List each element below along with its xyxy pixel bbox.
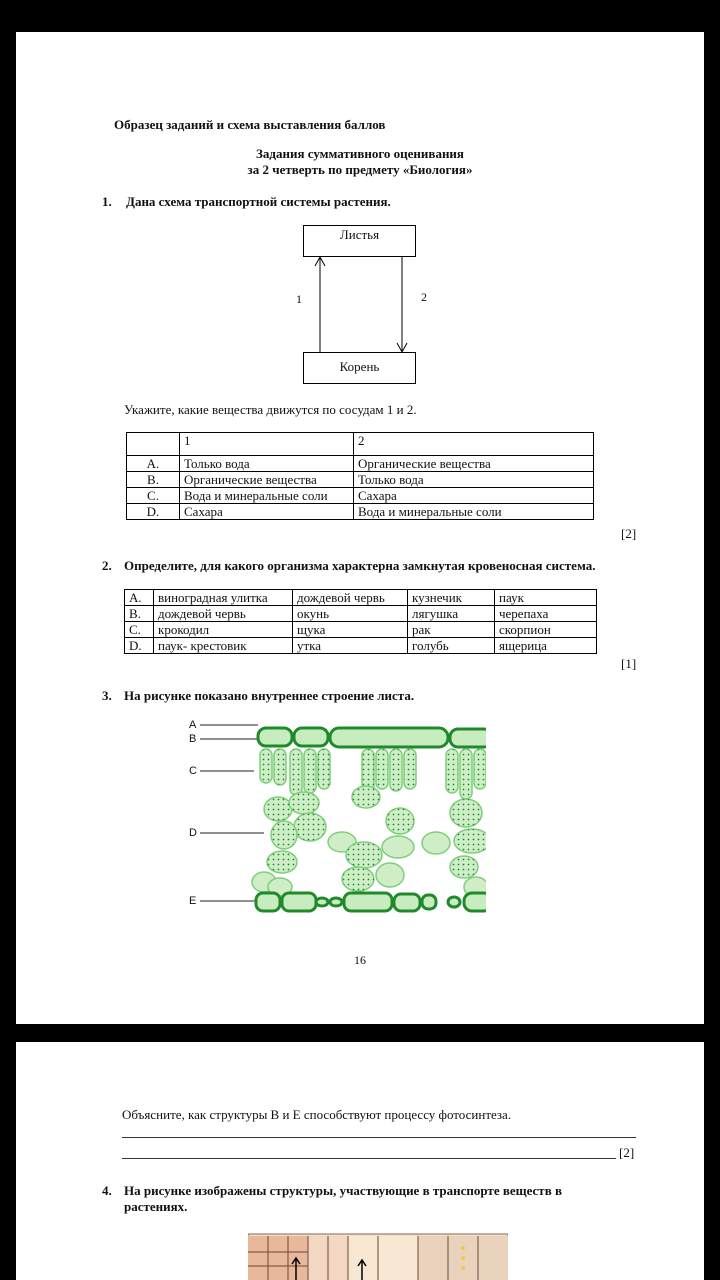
answer-line-2[interactable] (122, 1158, 616, 1159)
organism-cell: паук (495, 590, 597, 606)
diagram-root-box: Корень (303, 352, 416, 384)
table-row (127, 456, 594, 472)
organism-cell: дождевой червь (293, 590, 408, 606)
option-col1: Только вода (180, 456, 354, 472)
option-letter[interactable]: B. (127, 472, 180, 488)
option-col1: Органические вещества (180, 472, 354, 488)
assessment-title-line1: Задания суммативного оценивания (256, 146, 464, 161)
leaf-label-d: D (189, 827, 197, 839)
option-letter[interactable]: C. (125, 622, 154, 638)
q1-header-col2: 2 (354, 433, 594, 456)
leaf-diagram-svg (186, 717, 486, 917)
document-page-2 (16, 1042, 704, 1280)
option-letter[interactable]: C. (127, 488, 180, 504)
q4-number: 4. (102, 1183, 112, 1198)
q1-text: Дана схема транспортной системы растения. (126, 194, 391, 209)
q4-text-line1: На рисунке изображены структуры, участвующие в транспорте веществ в (124, 1183, 562, 1198)
option-col2: Только вода (354, 472, 594, 488)
table-row (125, 606, 597, 622)
option-letter[interactable]: A. (127, 456, 180, 472)
option-col2: Вода и минеральные соли (354, 504, 594, 520)
leaf-label-e: E (189, 895, 197, 907)
organism-cell: скорпион (495, 622, 597, 638)
option-letter[interactable]: A. (125, 590, 154, 606)
leaf-cross-section (186, 717, 486, 917)
organism-cell: черепаха (495, 606, 597, 622)
organism-cell: ящерица (495, 638, 597, 654)
diagram-leaves-box: Листья (303, 225, 416, 257)
table-row (127, 504, 594, 520)
page-number: 16 (354, 953, 366, 967)
option-col2: Сахара (354, 488, 594, 504)
option-letter[interactable]: B. (125, 606, 154, 622)
q1-table-header-row (127, 433, 594, 456)
option-col2: Органические вещества (354, 456, 594, 472)
q1-score: [2] (621, 526, 637, 541)
organism-cell: дождевой червь (154, 606, 293, 622)
option-col1: Вода и минеральные соли (180, 488, 354, 504)
upper-epidermis (258, 728, 486, 747)
q1-header-empty (127, 433, 180, 456)
table-row (125, 638, 597, 654)
transport-structures-image (248, 1228, 508, 1280)
table-row (127, 472, 594, 488)
q3-text: На рисунке показано внутреннее строение листа. (124, 688, 415, 703)
q4-text-line2: растениях. (124, 1199, 188, 1214)
q1-answer-table (126, 432, 594, 520)
table-row (127, 488, 594, 504)
explain-score: [2] (619, 1145, 635, 1160)
q1-prompt: Укажите, какие вещества движутся по сосудам 1 и 2. (124, 402, 417, 417)
answer-line-1[interactable] (122, 1137, 636, 1138)
explain-prompt: Объясните, как структуры В и Е способствуют процессу фотосинтеза. (122, 1107, 512, 1122)
table-row (125, 590, 597, 606)
option-letter[interactable]: D. (127, 504, 180, 520)
q1-header-col1: 1 (180, 433, 354, 456)
leaf-label-c: C (189, 765, 197, 777)
q1-number: 1. (102, 194, 112, 209)
q2-answer-table (124, 589, 597, 654)
table-row (125, 622, 597, 638)
q2-number: 2. (102, 558, 112, 573)
document-page-1 (16, 32, 704, 1024)
organism-cell: рак (408, 622, 495, 638)
arrow-label-2: 2 (421, 290, 427, 304)
q2-text: Определите, для какого организма характерна замкнутая кровеносная система. (124, 558, 596, 573)
option-col1: Сахара (180, 504, 354, 520)
lower-epidermis (256, 893, 486, 911)
organism-cell: щука (293, 622, 408, 638)
organism-cell: виноградная улитка (154, 590, 293, 606)
organism-cell: кузнечик (408, 590, 495, 606)
diagram-arrows (286, 254, 426, 354)
option-letter[interactable]: D. (125, 638, 154, 654)
assessment-title-line2: за 2 четверть по предмету «Биология» (247, 162, 473, 177)
arrow-label-1: 1 (296, 292, 302, 306)
leaf-label-b: B (189, 733, 197, 745)
organism-cell: голубь (408, 638, 495, 654)
organism-cell: окунь (293, 606, 408, 622)
organism-cell: паук- крестовик (154, 638, 293, 654)
q3-number: 3. (102, 688, 112, 703)
organism-cell: лягушка (408, 606, 495, 622)
organism-cell: утка (293, 638, 408, 654)
leaf-label-a: A (189, 719, 197, 731)
organism-cell: крокодил (154, 622, 293, 638)
q2-score: [1] (621, 656, 637, 671)
page-heading: Образец заданий и схема выставления баллов (114, 117, 386, 132)
